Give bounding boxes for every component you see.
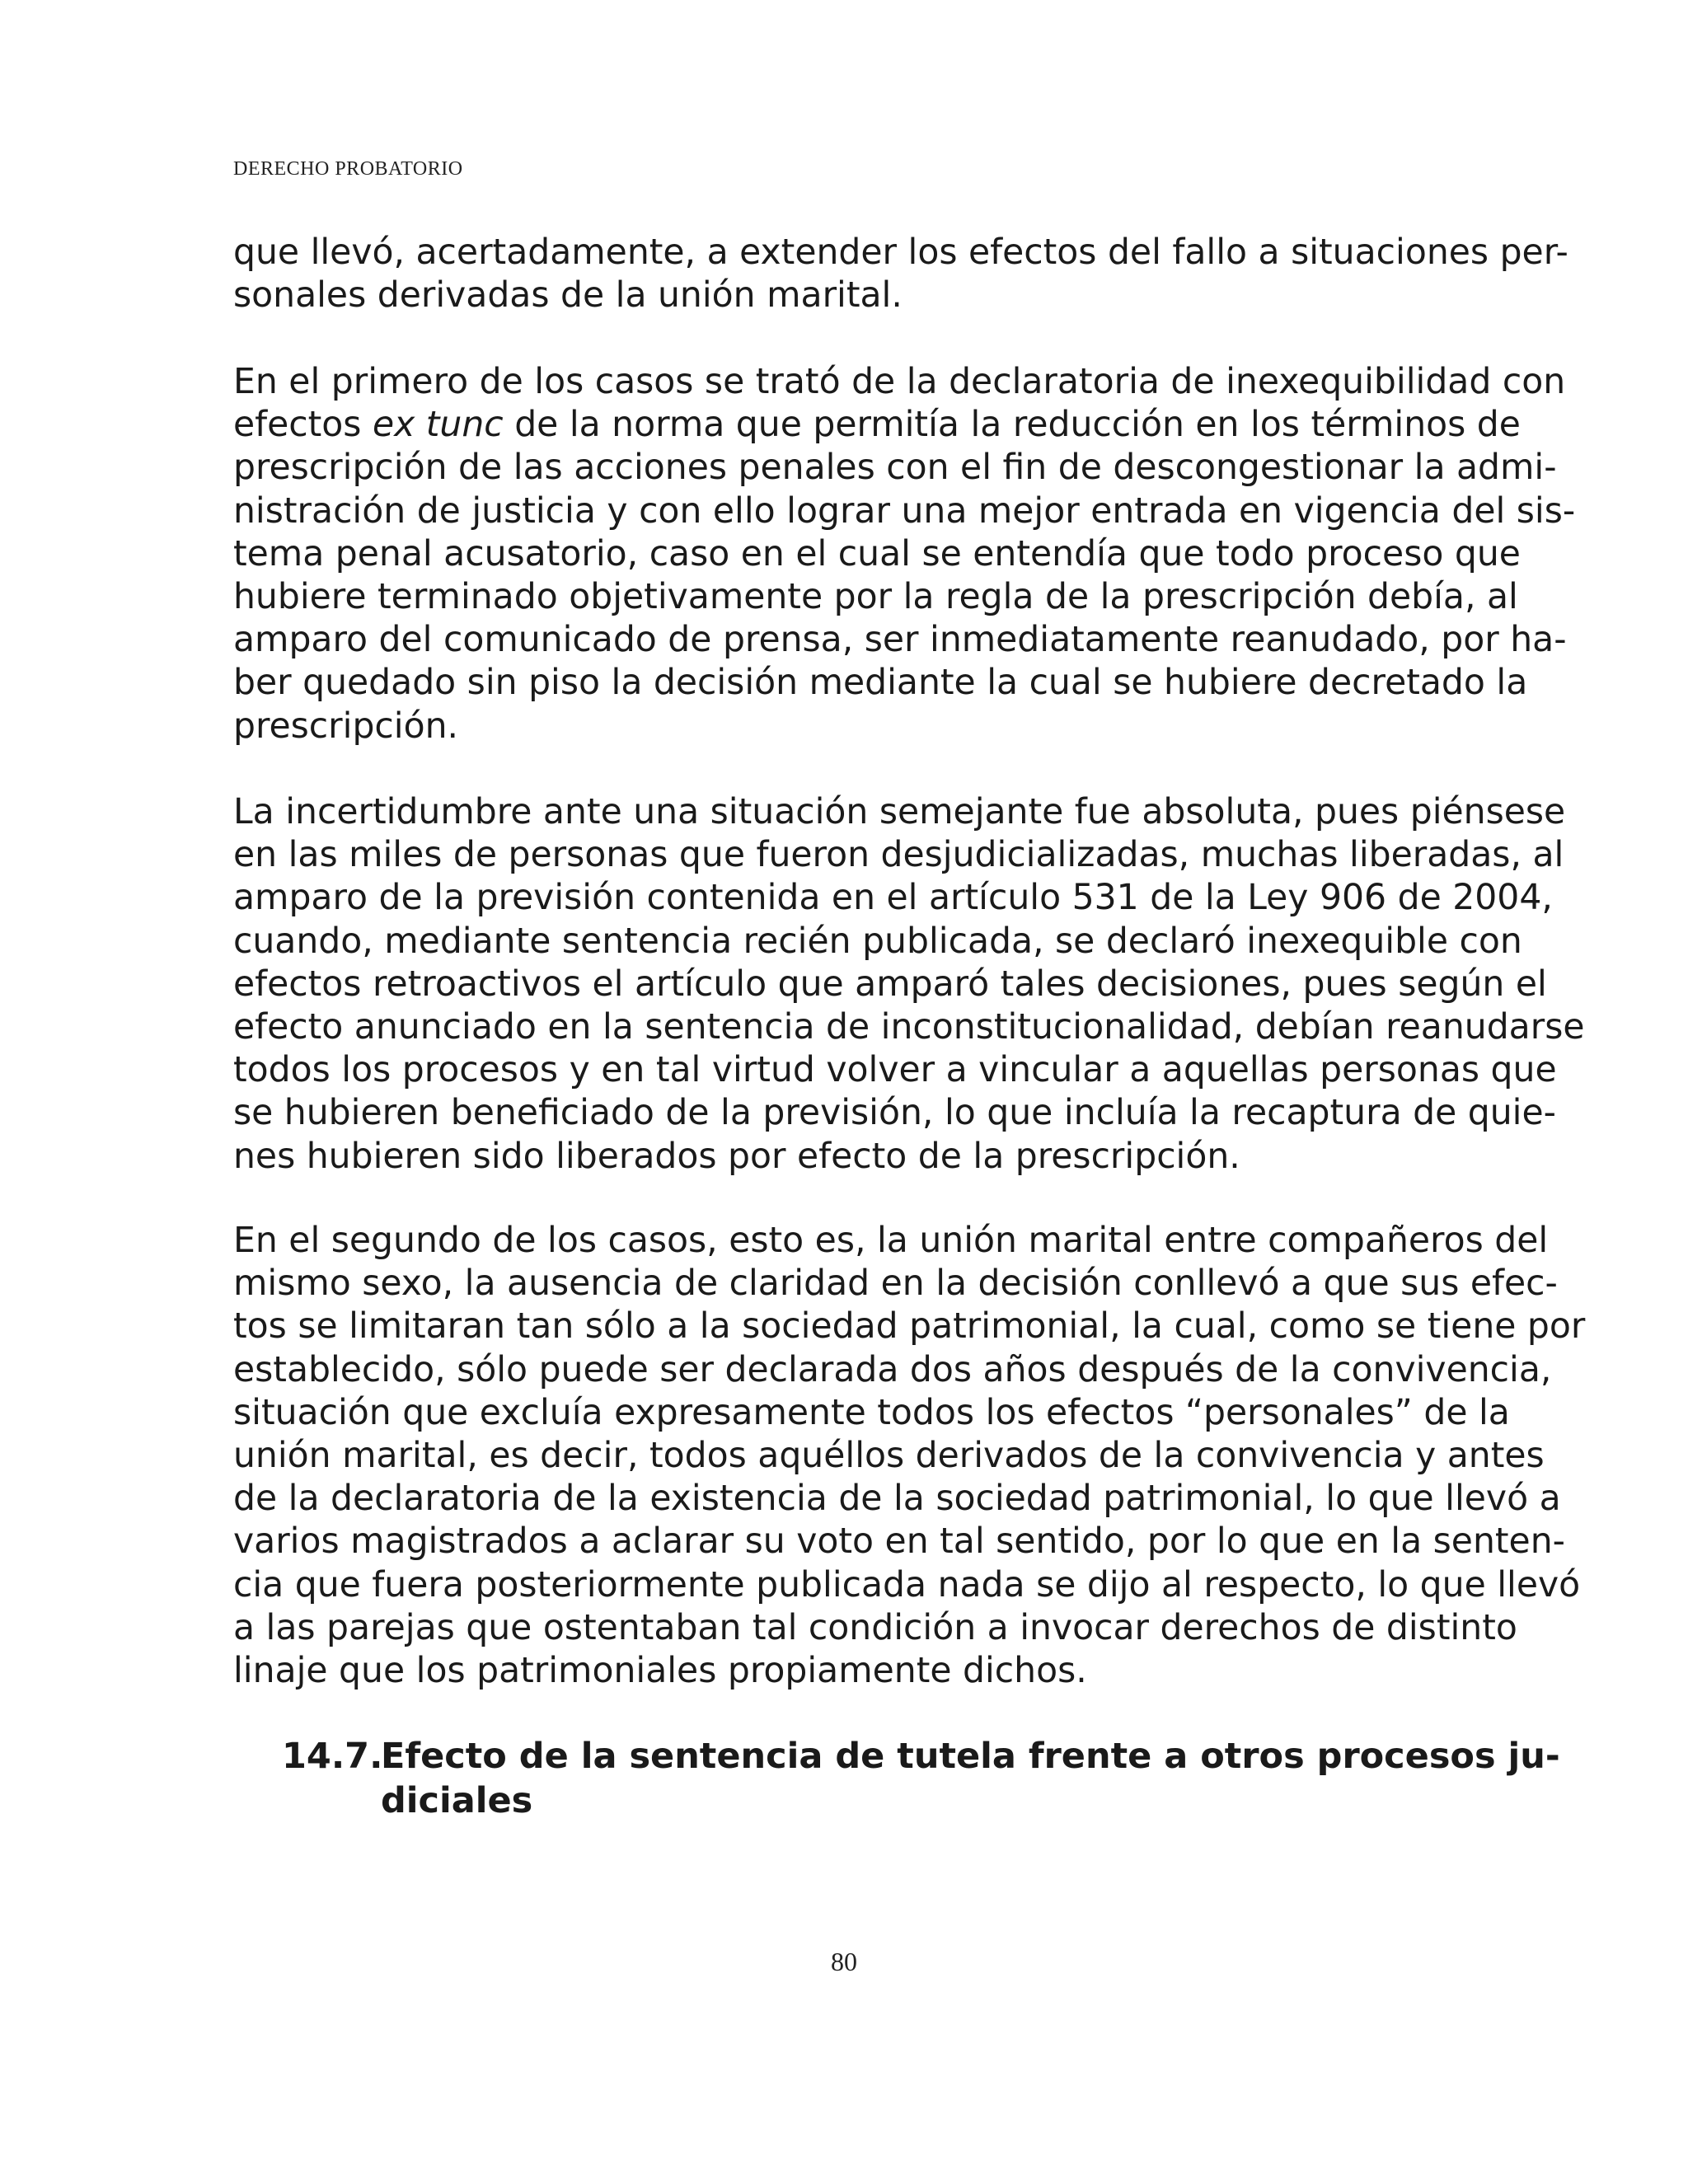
text-fragment: efectos <box>233 405 362 446</box>
text-line: se hubieren beneficiado de la previsión, lo que incluía la recaptura de quie- <box>233 1093 1556 1134</box>
text-line: amparo del comunicado de prensa, ser inmediatamente reanudado, por ha- <box>233 620 1567 661</box>
running-header: DERECHO PROBATORIO <box>233 158 463 180</box>
section-heading <box>282 1734 1560 1823</box>
text-line: La incertidumbre ante una situación semejante fue absoluta, pues piénsese <box>233 792 1566 832</box>
text-line: hubiere terminado objetivamente por la regla de la prescripción debía, al <box>233 577 1518 618</box>
text-line: todos los procesos y en tal virtud volver a vincular a aquellas personas que <box>233 1050 1557 1091</box>
text-line: En el segundo de los casos, esto es, la unión marital entre compañeros del <box>233 1221 1549 1261</box>
text-line: varios magistrados a aclarar su voto en tal sentido, por lo que en la senten- <box>233 1521 1565 1563</box>
text-line: amparo de la previsión contenida en el artículo 531 de la Ley 906 de 2004, <box>233 878 1553 919</box>
text-line: cuando, mediante sentencia recién publicada, se declaró inexequible con <box>233 921 1522 962</box>
text-line <box>233 404 1521 447</box>
heading-line: Efecto de la sentencia de tutela frente a otros procesos ju- <box>381 1736 1560 1777</box>
text-line: efectos retroactivos el artículo que amparó tales decisiones, pues según el <box>233 963 1547 1005</box>
paragraph-4 <box>233 1220 1586 1693</box>
text-line: sonales derivadas de la unión marital. <box>233 275 903 316</box>
text-line: de la declaratoria de la existencia de la sociedad patrimonial, lo que llevó a <box>233 1479 1561 1520</box>
text-line: prescripción de las acciones penales con el fin de descongestionar la admi- <box>233 448 1557 489</box>
text-fragment: de la norma que permitía la reducción en los términos de <box>514 405 1521 446</box>
text-line: tema penal acusatorio, caso en el cual se entendía que todo proceso que <box>233 533 1521 574</box>
latin-term: ex tunc <box>372 405 504 446</box>
text-line: ber quedado sin piso la decisión mediante la cual se hubiere decretado la <box>233 663 1528 704</box>
text-line: cia que fuera posteriormente publicada nada se dijo al respecto, lo que llevó <box>233 1564 1581 1605</box>
text-line: situación que excluía expresamente todos los efectos “personales” de la <box>233 1392 1510 1433</box>
page-number: 80 <box>831 1947 857 1976</box>
paragraph-3 <box>233 791 1585 1179</box>
heading-line: diciales <box>381 1780 533 1821</box>
text-line: unión marital, es decir, todos aquéllos derivados de la convivencia y antes <box>233 1436 1545 1477</box>
text-line: que llevó, acertadamente, a extender los efectos del fallo a situaciones per- <box>233 232 1568 273</box>
text-line: linaje que los patrimoniales propiamente dichos. <box>233 1651 1087 1692</box>
text-line: mismo sexo, la ausencia de claridad en la decisión conllevó a que sus efec- <box>233 1263 1558 1305</box>
text-line: efecto anunciado en la sentencia de inconstitucionalidad, debían reanudarse <box>233 1007 1585 1048</box>
section-title <box>381 1734 1560 1823</box>
text-line: nistración de justicia y con ello lograr una mejor entrada en vigencia del sis- <box>233 490 1576 532</box>
text-line: en las miles de personas que fueron desjudicializadas, muchas liberadas, al <box>233 835 1564 876</box>
text-line: a las parejas que ostentaban tal condición a invocar derechos de distinto <box>233 1607 1517 1648</box>
text-line: tos se limitaran tan sólo a la sociedad patrimonial, la cual, como se tiene por <box>233 1306 1586 1347</box>
paragraph-2 <box>233 361 1576 748</box>
text-line: prescripción. <box>233 705 459 747</box>
text-line: nes hubieren sido liberados por efecto de la prescripción. <box>233 1136 1240 1177</box>
text-line: En el primero de los casos se trató de la declaratoria de inexequibilidad con <box>233 362 1566 402</box>
paragraph-1 <box>233 232 1568 317</box>
text-line: establecido, sólo puede ser declarada dos años después de la convivencia, <box>233 1349 1552 1390</box>
section-number: 14.7. <box>282 1736 383 1777</box>
